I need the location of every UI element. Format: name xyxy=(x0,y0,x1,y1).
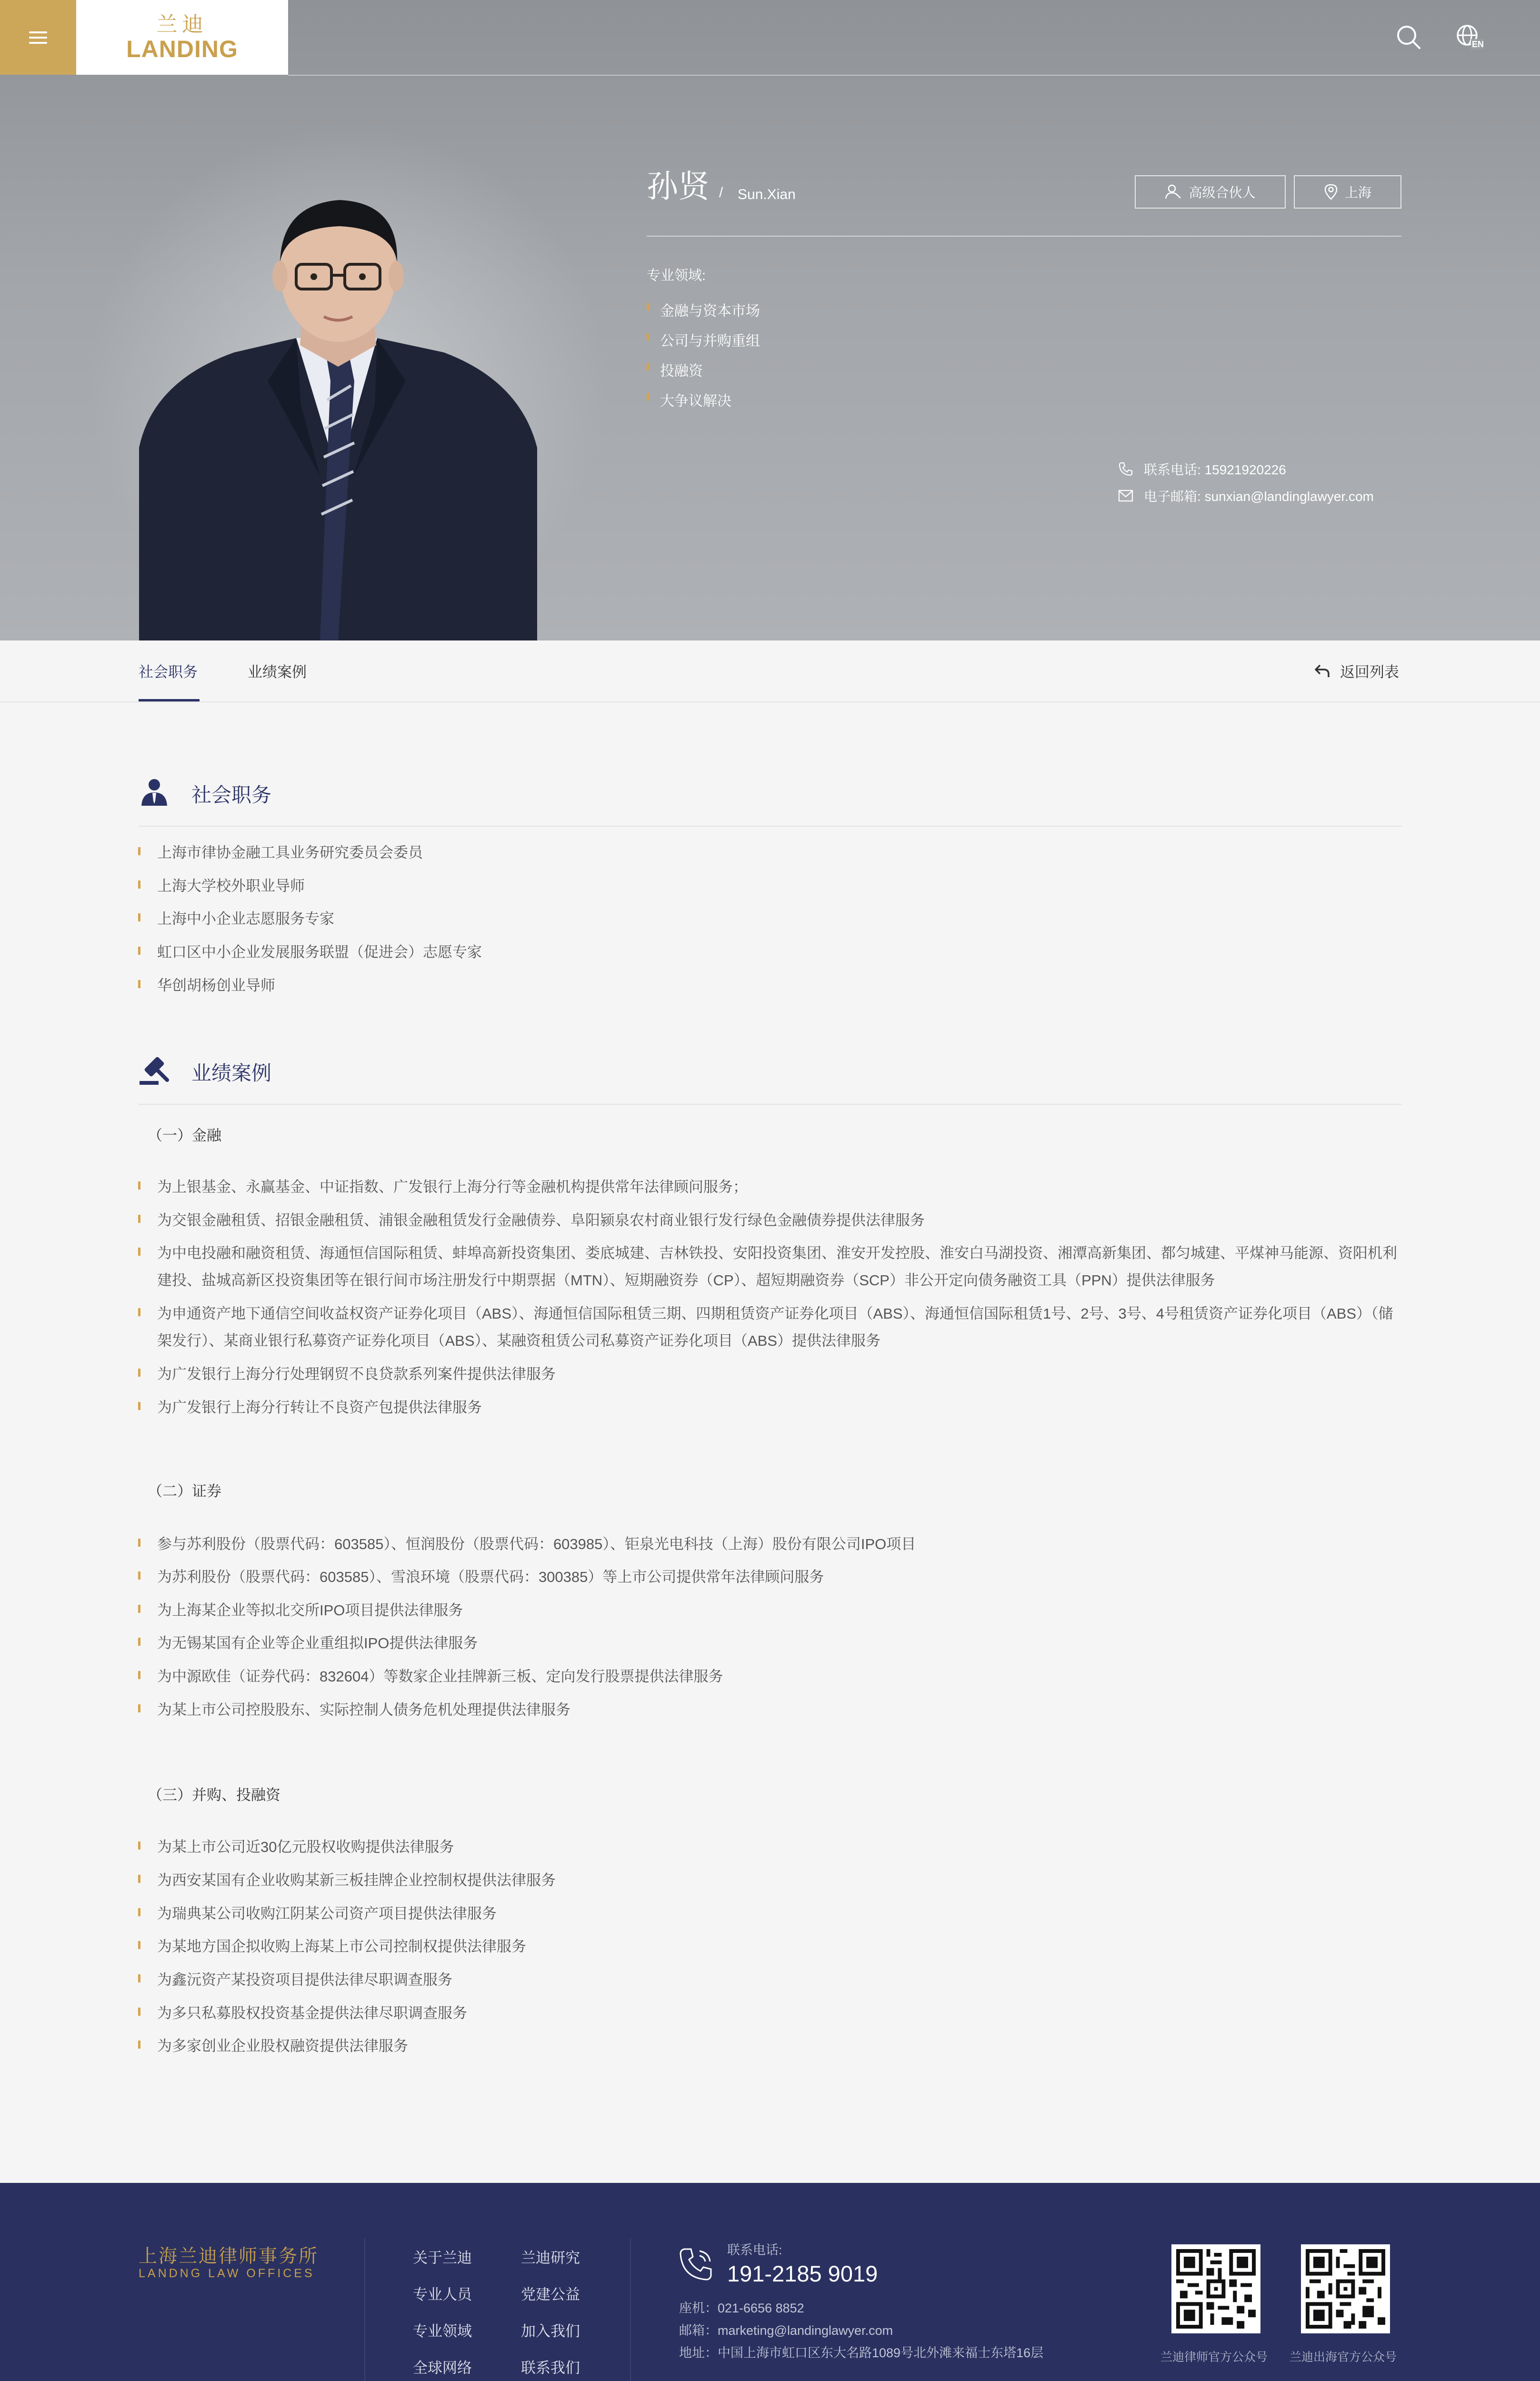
section-tab-bar xyxy=(0,640,1540,702)
hotline-label: 联系电话: xyxy=(727,2243,782,2257)
location-tag xyxy=(1294,175,1401,209)
footer-link-global-network[interactable]: 全球网络 xyxy=(413,2360,472,2376)
case-item: 为某上市公司近30亿元股权收购提供法律服务 xyxy=(157,1833,1405,1861)
mail-icon xyxy=(1118,489,1133,502)
case-item: 为广发银行上海分行转让不良资产包提供法律服务 xyxy=(157,1394,1405,1421)
case-item: 为中源欧佳（证券代码：832604）等数家企业挂牌新三板、定向发行股票提供法律服务 xyxy=(157,1663,1405,1690)
search-icon[interactable] xyxy=(1394,23,1423,51)
section-divider xyxy=(139,826,1401,827)
profile-hero xyxy=(0,0,1540,640)
case-item: 为鑫沅资产某投资项目提供法律尽职调查服务 xyxy=(157,1966,1405,1993)
language-badge: EN xyxy=(1472,40,1484,49)
hotline-number: 191-2185 9019 xyxy=(727,2261,878,2286)
practice-area-item: 大争议解决 xyxy=(647,389,731,410)
wechat-qr-code-official xyxy=(1171,2244,1260,2333)
footer-link-professionals[interactable]: 专业人员 xyxy=(413,2286,472,2303)
practice-areas-label: 专业领域: xyxy=(647,268,706,283)
section-divider xyxy=(139,1104,1401,1105)
case-item: 参与苏利股份（股票代码：603585）、恒润股份（股票代码：603985）、钜泉光电科技（上海）股份有限公司IPO项目 xyxy=(157,1531,1405,1558)
tab-social-positions[interactable]: 社会职务 xyxy=(139,664,198,680)
footer-brand-chinese: 上海兰迪律师事务所 xyxy=(139,2246,319,2267)
case-item: 为多只私募股权投资基金提供法律尽职调查服务 xyxy=(157,2000,1405,2027)
contact-phone xyxy=(1118,460,1286,479)
hotline-phone-icon xyxy=(678,2246,715,2283)
location-tag-label: 上海 xyxy=(1344,185,1371,200)
case-group-heading: （二）证券 xyxy=(148,1483,221,1500)
social-positions-title: 社会职务 xyxy=(191,784,272,806)
case-item: 为无锡某国有企业等企业重组拟IPO提供法律服务 xyxy=(157,1630,1405,1657)
logo-english: LANDING xyxy=(126,35,238,62)
header-divider xyxy=(288,75,1540,76)
title-tag xyxy=(1135,175,1286,209)
email-label: 电子邮箱: xyxy=(1144,489,1201,504)
practice-area-item: 投融资 xyxy=(647,359,703,380)
case-item: 为上银基金、永赢基金、中证指数、广发银行上海分行等金融机构提供常年法律顾问服务； xyxy=(157,1173,1405,1201)
back-to-list-button[interactable] xyxy=(1314,660,1399,681)
footer-link-about[interactable]: 关于兰迪 xyxy=(413,2250,472,2266)
language-switch[interactable] xyxy=(1455,23,1483,51)
social-position-item: 虹口区中小企业发展服务联盟（促进会）志愿专家 xyxy=(157,939,1405,966)
footer-link-public-welfare[interactable]: 党建公益 xyxy=(521,2286,580,2303)
social-position-item: 上海中小企业志愿服务专家 xyxy=(157,905,1405,932)
lawyer-name-english: Sun.Xian xyxy=(738,187,796,202)
contact-email xyxy=(1118,486,1374,505)
person-icon xyxy=(140,777,169,807)
site-logo[interactable] xyxy=(76,0,288,75)
case-group-heading: （三）并购、投融资 xyxy=(148,1787,280,1803)
phone-icon xyxy=(1118,461,1133,477)
case-item: 为西安某国有企业收购某新三板挂牌企业控制权提供法律服务 xyxy=(157,1867,1405,1894)
name-separator: / xyxy=(719,185,723,200)
title-tag-label: 高级合伙人 xyxy=(1189,185,1256,200)
hamburger-icon xyxy=(29,31,47,44)
menu-button[interactable] xyxy=(0,0,76,75)
qr-caption-overseas: 兰迪出海官方公众号 xyxy=(1290,2351,1397,2364)
lawyer-portrait xyxy=(139,181,537,640)
case-item: 为苏利股份（股票代码：603585）、雪浪环境（股票代码：300385）等上市公司提供常年法律顾问服务 xyxy=(157,1563,1405,1591)
qr-caption-official: 兰迪律师官方公众号 xyxy=(1160,2351,1268,2364)
profile-divider xyxy=(647,236,1401,237)
logo-chinese: 兰迪 xyxy=(156,12,208,37)
phone-label: 联系电话: xyxy=(1144,462,1201,477)
practice-area-item: 公司与并购重组 xyxy=(647,329,760,350)
case-item: 为瑞典某公司收购江阴某公司资产项目提供法律服务 xyxy=(157,1900,1405,1927)
case-item: 为某上市公司控股股东、实际控制人债务危机处理提供法律服务 xyxy=(157,1696,1405,1723)
case-item: 为交银金融租赁、招银金融租赁、浦银金融租赁发行金融债券、阜阳颍泉农村商业银行发行绿色金融债券提供法律服务 xyxy=(157,1207,1405,1234)
back-to-list-label: 返回列表 xyxy=(1340,664,1399,680)
footer-link-join-us[interactable]: 加入我们 xyxy=(521,2323,580,2340)
email-value[interactable]: sunxian@landinglawyer.com xyxy=(1204,489,1374,504)
case-item: 为中电投融和融资租赁、海通恒信国际租赁、蚌埠高新投资集团、娄底城建、吉林铁投、安阳投资集团、淮安开发控股、淮安白马湖投资、湘潭高新集团、都匀城建、平煤神马能源、资阳机利建投、盐城高新区投资集团等在银行间市场注册发行中期票据（MTN）、短期融资券（CP）、超短期融资券（SCP）非公开定向债务融资工具（PPN）提供法律服务 xyxy=(157,1240,1405,1294)
case-item: 为多家创业企业股权融资提供法律服务 xyxy=(157,2032,1405,2060)
case-item: 为广发银行上海分行处理钢贸不良贷款系列案件提供法律服务 xyxy=(157,1361,1405,1388)
footer-link-research[interactable]: 兰迪研究 xyxy=(521,2250,580,2266)
footer-column-divider xyxy=(630,2238,631,2381)
case-group-heading: （一）金融 xyxy=(148,1127,221,1144)
return-arrow-icon xyxy=(1314,664,1330,678)
footer-link-practice-areas[interactable]: 专业领域 xyxy=(413,2323,472,2340)
case-results-title: 业绩案例 xyxy=(191,1062,272,1084)
footer-column-divider xyxy=(364,2238,365,2381)
practice-area-item: 金融与资本市场 xyxy=(647,299,760,320)
case-item: 为上海某企业等拟北交所IPO项目提供法律服务 xyxy=(157,1597,1405,1624)
social-position-item: 上海市律协金融工具业务研究委员会委员 xyxy=(157,839,1405,866)
social-position-item: 华创胡杨创业导师 xyxy=(157,972,1405,999)
location-pin-icon xyxy=(1324,184,1338,200)
social-position-item: 上海大学校外职业导师 xyxy=(157,872,1405,900)
footer-landline: 座机：021-6656 8852 xyxy=(679,2301,804,2315)
active-tab-indicator xyxy=(139,699,200,701)
tab-case-results[interactable]: 业绩案例 xyxy=(248,664,307,680)
phone-value: 15921920226 xyxy=(1204,462,1286,477)
gavel-icon xyxy=(139,1056,172,1086)
footer-brand-english: LANDNG LAW OFFICES xyxy=(139,2267,315,2280)
case-item: 为申通资产地下通信空间收益权资产证券化项目（ABS）、海通恒信国际租赁三期、四期租赁资产证券化项目（ABS）、海通恒信国际租赁1号、2号、3号、4号租赁资产证券化项目（ABS）（储架发行）、某商业银行私募资产证券化项目（ABS）、某融资租赁公司私募资产证券化项目（ABS）提供法律服务 xyxy=(157,1300,1405,1354)
lawyer-name: 孙贤 xyxy=(647,168,710,205)
footer-email[interactable]: 邮箱：marketing@landinglawyer.com xyxy=(679,2323,893,2338)
footer-link-contact-us[interactable]: 联系我们 xyxy=(521,2360,580,2376)
user-title-icon xyxy=(1165,184,1182,200)
footer-address: 地址：中国上海市虹口区东大名路1089号北外滩来福士东塔16层 xyxy=(679,2346,1044,2360)
wechat-qr-code-overseas xyxy=(1301,2244,1390,2333)
case-item: 为某地方国企拟收购上海某上市公司控制权提供法律服务 xyxy=(157,1933,1405,1960)
